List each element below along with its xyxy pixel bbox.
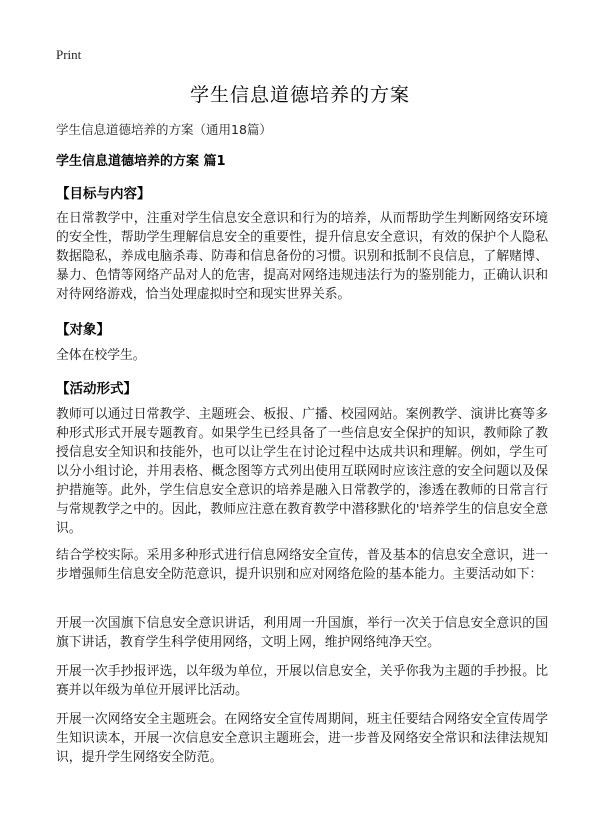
activity-paragraph-2: 结合学校实际。采用多种形式进行信息网络安全宣传，普及基本的信息安全意识，进一步增强师生信息安全防范意识，提升识别和应对网络危险的基本能力。主要活动如下：: [56, 548, 548, 582]
activity-paragraph-1: 教师可以通过日常教学、主题班会、板报、广播、校园网站。案例教学、演讲比赛等多种形式形式开展专题教育。如果学生已经具备了一些信息安全保护的知识，教师除了教授信息安全知识和技能外，也可以让学生在讨论过程中达成共识和理解。例如，学生可以分小组讨论，并用表格、概念图等方式列出使用互联网时应该注意的安全问题以及保护措施等。此外，学生信息安全意识的培养是融入日常教学的，渗透在教师的日常言行与常规教学之中的。因此，教师应注意在教育教学中潜移默化的'培养学生的信息安全意识。: [56, 407, 548, 536]
target-heading: 【对象】: [56, 322, 110, 338]
activity-paragraph-5: 开展一次网络安全主题班会。在网络安全宣传周期间，班主任要结合网络安全宣传周学生知识读本，开展一次信息安全意识主题班会，进一步普及网络安全常识和法律法规知识，提升学生网络安全防范。: [56, 712, 548, 765]
print-link[interactable]: Print: [56, 47, 82, 62]
document-subtitle: 学生信息道德培养的方案（通用18篇）: [56, 122, 272, 137]
activity-paragraph-4: 开展一次手抄报评选，以年级为单位，开展以信息安全，关乎你我为主题的手抄报。比赛并以年级为单位开展评比活动。: [56, 664, 548, 698]
activity-heading: 【活动形式】: [56, 381, 137, 397]
page-title: 学生信息道德培养的方案: [189, 84, 410, 106]
section-title: 学生信息道德培养的方案 篇1: [56, 154, 226, 169]
activity-paragraph-3: 开展一次国旗下信息安全意识讲话，利用周一升国旗，举行一次关于信息安全意识的国旗下讲话，教育学生科学使用网络，文明上网，维护网络纯净天空。: [56, 616, 548, 650]
goal-heading: 【目标与内容】: [56, 186, 151, 202]
target-paragraph: 全体在校学生。: [56, 348, 146, 363]
goal-paragraph: 在日常教学中，注重对学生信息安全意识和行为的培养，从而帮助学生判断网络安环境的安全性，帮助学生理解信息安全的重要性，提升信息安全意识，有效的保护个人隐私数据隐私，养成电脑杀毒、防毒和信息备份的习惯。识别和抵制不良信息，了解赌博、暴力、色情等网络产品对人的危害，提高对网络违规违法行为的鉴别能力，正确认识和对待网络游戏，恰当处理虚拟时空和现实世界关系。: [56, 211, 548, 302]
